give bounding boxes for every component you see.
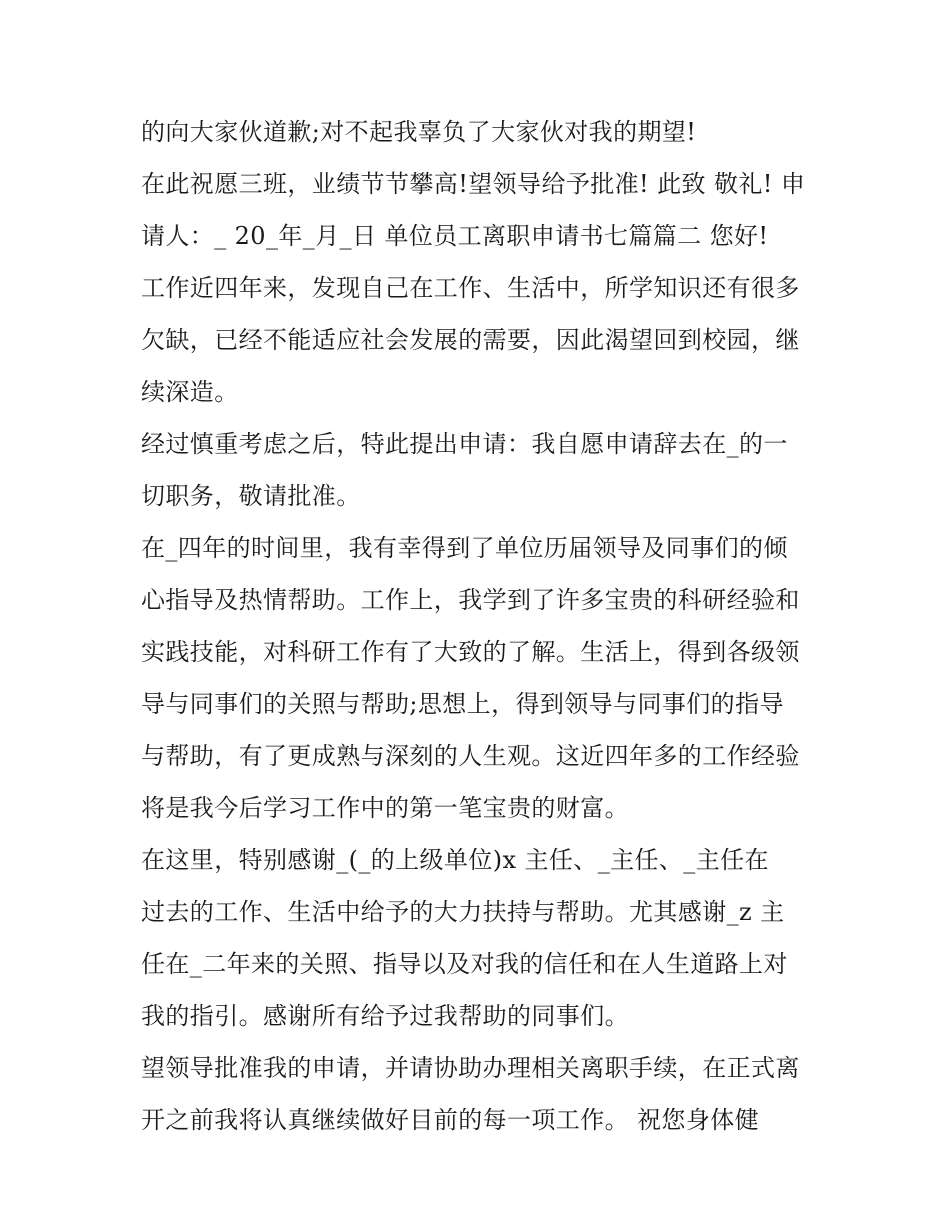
text-line: 的向大家伙道歉;对不起我辜负了大家伙对我的期望! (141, 118, 697, 146)
text-line: 与帮助，有了更成熟与深刻的人生观。这近四年多的工作经验 (141, 742, 800, 770)
text-line: 任在_二年来的关照、指导以及对我的信任和在人生道路上对 (141, 950, 788, 978)
text-line: 将是我今后学习工作中的第一笔宝贵的财富。 (141, 794, 629, 822)
text-line: 请人：_ 20_年_月_日 单位员工离职申请书七篇篇二 您好! (141, 222, 769, 250)
text-line: 过去的工作、生活中给予的大力扶持与帮助。尤其感谢_z 主 (141, 898, 785, 926)
text-line: 经过慎重考虑之后，特此提出申请：我自愿申请辞去在_的一 (141, 430, 788, 458)
document-body (141, 106, 821, 1146)
text-line: 在_四年的时间里，我有幸得到了单位历届领导及同事们的倾 (141, 534, 788, 562)
text-line: 在这里，特别感谢_(_的上级单位)x 主任、_主任、_主任在 (141, 846, 769, 874)
text-line: 望领导批准我的申请，并请协助办理相关离职手续，在正式离 (141, 1054, 800, 1082)
text-line: 实践技能，对科研工作有了大致的了解。生活上，得到各级领 (141, 638, 800, 666)
text-line: 心指导及热情帮助。工作上，我学到了许多宝贵的科研经验和 (141, 586, 800, 614)
text-line: 切职务，敬请批准。 (141, 482, 361, 510)
text-line: 导与同事们的关照与帮助;思想上，得到领导与同事们的指导 (141, 690, 784, 718)
text-line: 欠缺，已经不能适应社会发展的需要，因此渴望回到校园，继 (141, 326, 800, 354)
text-line: 开之前我将认真继续做好目前的每一项工作。 祝您身体健 (141, 1106, 760, 1134)
text-line: 工作近四年来，发现自己在工作、生活中，所学知识还有很多 (141, 274, 800, 302)
text-line: 在此祝愿三班，业绩节节攀高!望领导给予批准! 此致 敬礼! 申 (141, 170, 806, 198)
text-line: 我的指引。感谢所有给予过我帮助的同事们。 (141, 1002, 629, 1030)
text-line: 续深造。 (141, 378, 239, 406)
